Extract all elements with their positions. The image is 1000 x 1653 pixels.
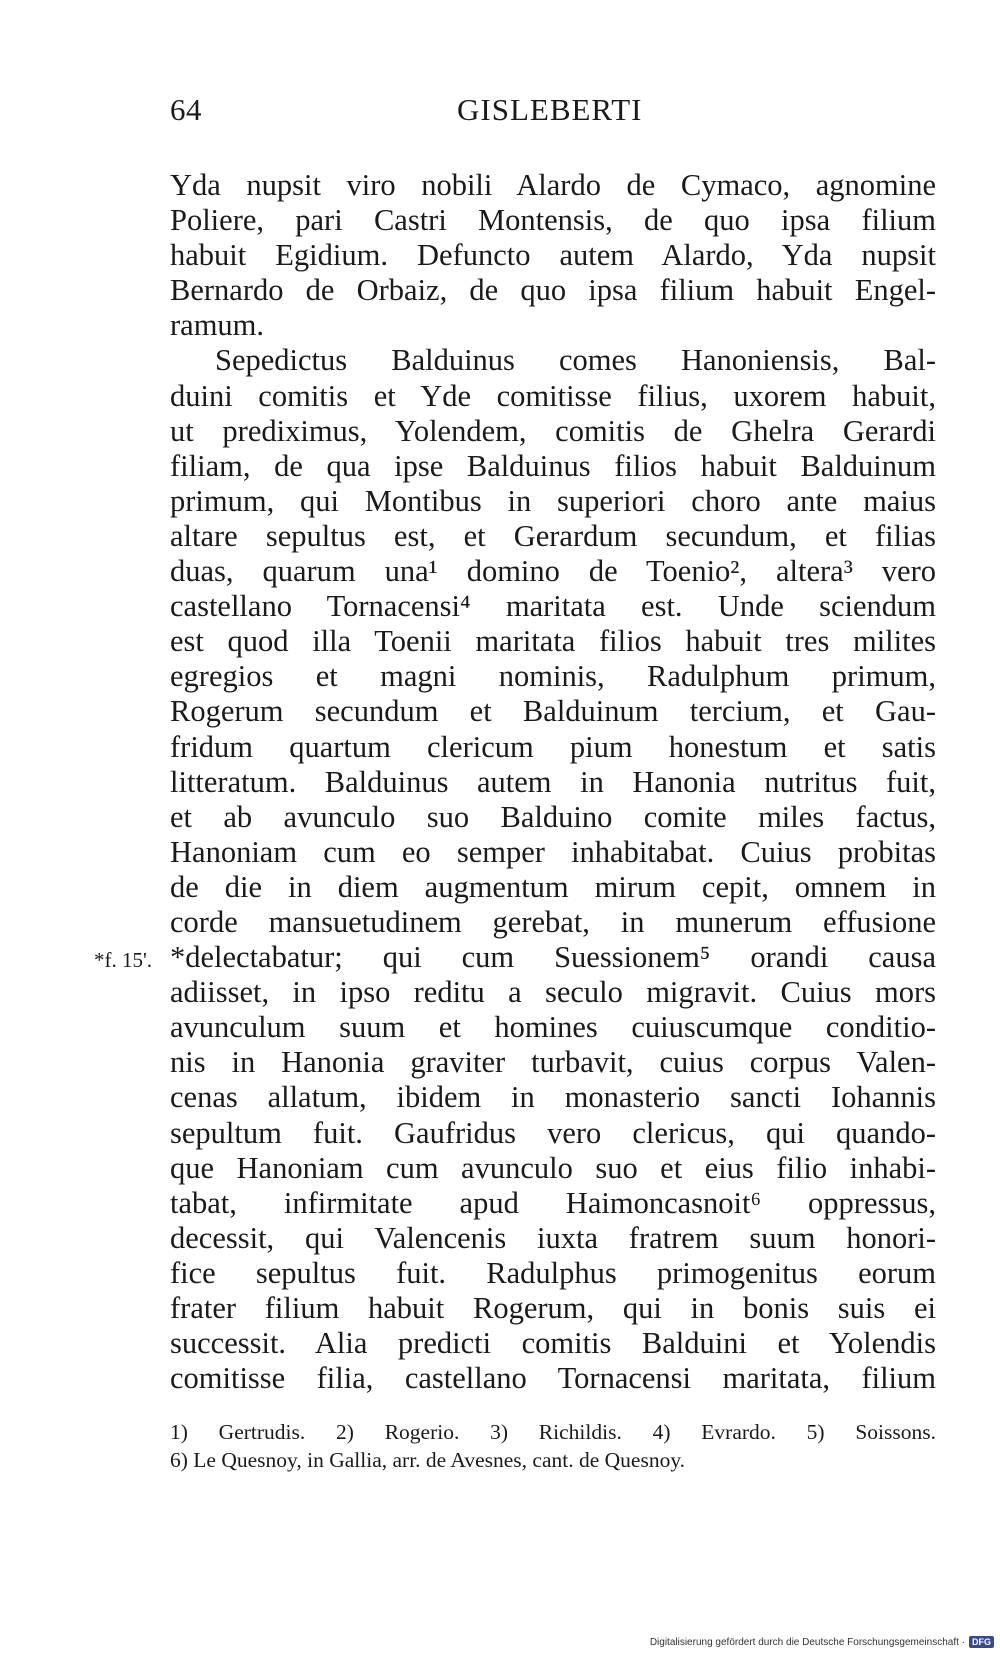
text-line: tabat, infirmitate apud Haimoncasnoit⁶ oppressus, <box>170 1185 936 1220</box>
credit-text: Digitalisierung gefördert durch die Deutsche Forschungsgemeinschaft · <box>649 1636 965 1648</box>
text-line: Rogerum secundum et Balduinum tercium, et Gau- <box>170 694 936 729</box>
text-line: de die in diem augmentum mirum cepit, omnem in <box>170 869 936 904</box>
text-line: decessit, qui Valencenis iuxta fratrem suum honori- <box>170 1220 936 1255</box>
page-number: 64 <box>170 92 202 127</box>
text-line: Bernardo de Orbaiz, de quo ipsa filium habuit Engel- <box>170 273 936 308</box>
text-line: adiisset, in ipso reditu a seculo migravit. Cuius mors <box>170 975 936 1010</box>
text-line: egregios et magni nominis, Radulphum primum, <box>170 659 936 694</box>
text-line: et ab avunculo suo Balduino comite miles factus, <box>170 799 936 834</box>
text-line: successit. Alia predicti comitis Balduini et Yolendis <box>170 1326 936 1361</box>
text-line: sepultum fuit. Gaufridus vero clericus, qui quando- <box>170 1115 936 1150</box>
text-line: *delectabatur; qui cum Suessionem⁵ orandi causa <box>170 940 936 975</box>
footnote-line: 6) Le Quesnoy, in Gallia, arr. de Avesnes, cant. de Quesnoy. <box>170 1448 686 1472</box>
text-line: ut prediximus, Yolendem, comitis de Ghelra Gerardi <box>170 413 936 448</box>
text-line: filiam, de qua ipse Balduinus filios habuit Balduinum <box>170 448 936 483</box>
text-line: avunculum suum et homines cuiuscumque conditio- <box>170 1010 936 1045</box>
text-line: castellano Tornacensi⁴ maritata est. Unde sciendum <box>170 589 936 624</box>
body-text <box>170 168 936 1396</box>
text-line: corde mansuetudinem gerebat, in munerum effusione <box>170 904 936 939</box>
text-line: habuit Egidium. Defuncto autem Alardo, Yda nupsit <box>170 238 936 273</box>
text-line: cenas allatum, ibidem in monasterio sancti Iohannis <box>170 1080 936 1115</box>
text-line: Yda nupsit viro nobili Alardo de Cymaco, agnomine <box>170 168 936 202</box>
text-line: litteratum. Balduinus autem in Hanonia nutritus fuit, <box>170 764 936 799</box>
text-line: comitisse filia, castellano Tornacensi maritata, filium <box>170 1361 936 1396</box>
text-line: altare sepultus est, et Gerardum secundum, et filias <box>170 518 936 553</box>
text-line: Poliere, pari Castri Montensis, de quo ipsa filium <box>170 203 936 238</box>
text-line: fice sepultus fuit. Radulphus primogenitus eorum <box>170 1255 936 1290</box>
text-line: nis in Hanonia graviter turbavit, cuius corpus Valen- <box>170 1045 936 1080</box>
text-line: duas, quarum una¹ domino de Toenio², altera³ vero <box>170 554 936 589</box>
dfg-logo: DFG <box>969 1636 994 1648</box>
running-head: GISLEBERTI <box>457 92 643 127</box>
text-line: est quod illa Toenii maritata filios habuit tres milites <box>170 624 936 659</box>
text-line: frater filium habuit Rogerum, qui in bonis suis ei <box>170 1291 936 1325</box>
text-line: ramum. <box>170 308 265 343</box>
footnotes <box>170 1418 936 1474</box>
page-header <box>170 92 936 136</box>
text-line: fridum quartum clericum pium honestum et satis <box>170 729 936 764</box>
text-line: duini comitis et Yde comitisse filius, uxorem habuit, <box>170 378 936 413</box>
margin-folio-note: *f. 15'. <box>94 948 153 972</box>
text-line: Sepedictus Balduinus comes Hanoniensis, Bal- <box>215 343 936 378</box>
text-line: que Hanoniam cum avunculo suo et eius filio inhabi- <box>170 1150 936 1185</box>
footnote-line: 1) Gertrudis. 2) Rogerio. 3) Richildis. 4) Evrardo. 5) Soissons. <box>170 1420 936 1444</box>
digitization-credit <box>650 1636 994 1648</box>
text-line: Hanoniam cum eo semper inhabitabat. Cuius probitas <box>170 834 936 869</box>
text-line: primum, qui Montibus in superiori choro ante maius <box>170 483 936 518</box>
